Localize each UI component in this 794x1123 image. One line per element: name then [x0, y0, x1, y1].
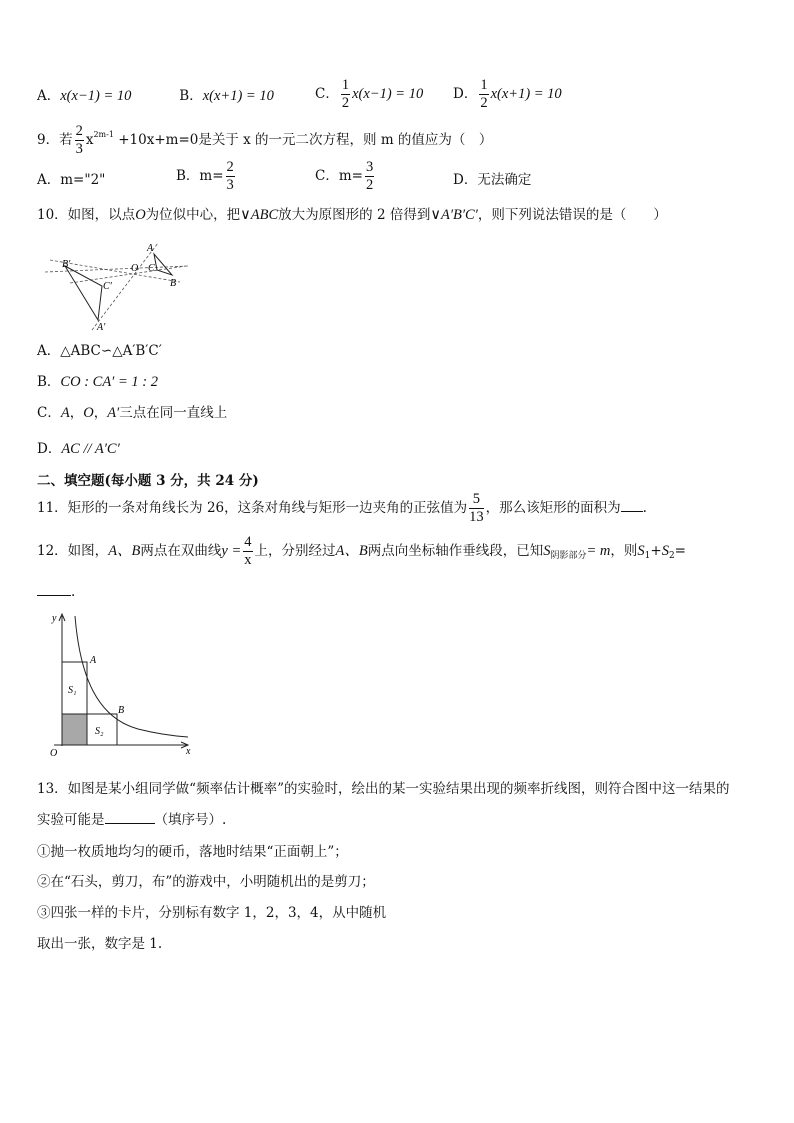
question-prefix: 9．若 — [37, 132, 73, 149]
q10-option-d — [37, 441, 120, 458]
q10-option-a — [37, 343, 162, 359]
option-label: B． — [179, 88, 203, 104]
question-text: . — [71, 584, 76, 600]
triangle-label: ∨A′B′C′ — [430, 207, 478, 223]
hyperbola-curve — [75, 616, 188, 737]
answer-blank[interactable] — [37, 595, 71, 596]
hyperbola-figure — [38, 608, 200, 758]
fraction — [75, 124, 84, 157]
question-text: . — [642, 500, 647, 517]
option-expression: x(x−1) = 10 — [352, 86, 424, 103]
label-b: B — [170, 278, 177, 289]
q8-option-a — [37, 88, 175, 105]
label-b-prime: B′ — [62, 259, 71, 270]
point-label: A — [60, 405, 70, 421]
variable: x — [85, 132, 94, 149]
area-symbol: S — [661, 543, 669, 560]
question-text: 放大为原图形的 2 倍得到 — [278, 207, 431, 223]
area-subscript: 2 — [668, 551, 675, 562]
q8-options — [37, 88, 319, 105]
label-y: y — [52, 613, 57, 624]
area-subscript: 阴影部分 — [550, 551, 587, 562]
question-text: 两点向坐标轴作垂线段，已知 — [367, 543, 544, 560]
option-label: C． — [315, 86, 339, 103]
q8-option-d — [453, 78, 562, 111]
label-s1: S₁ — [68, 685, 77, 696]
question-text: 10．如图，以点 — [37, 207, 136, 223]
q9-option-d — [453, 172, 531, 188]
similarity-figure — [40, 238, 200, 334]
equation-rhs: = m — [586, 543, 611, 560]
option-text: D．无法确定 — [453, 172, 532, 188]
q13-option-3-cont: 取出一张，数字是 1. — [37, 936, 163, 952]
question-text: （填序号）. — [154, 812, 227, 828]
fraction-numerator: 1 — [341, 78, 350, 95]
q13-line1: 13．如图是某小组同学做“频率估计概率”的实验时，绘出的某一实验结果出现的频率折线图，则符合图中这一结果的 — [37, 781, 730, 797]
fraction — [226, 160, 235, 193]
q9-stem — [37, 124, 492, 157]
q13-option-3: ③四张一样的卡片，分别标有数字 1，2，3，4，从中随机 — [37, 905, 387, 921]
label-b: B — [118, 705, 125, 716]
answer-blank[interactable] — [105, 823, 155, 824]
label-c-prime: C′ — [103, 281, 112, 292]
label-o: O — [50, 748, 58, 758]
point-label: A′ — [107, 405, 120, 421]
fraction — [243, 535, 252, 568]
label-s2: S₂ — [95, 726, 104, 737]
answer-blank[interactable] — [621, 511, 643, 512]
area-symbol: S — [637, 543, 645, 560]
fraction — [469, 492, 484, 525]
q11-stem — [37, 492, 647, 525]
option-expression: AC // A′C′ — [61, 441, 120, 457]
fraction-denominator: 2 — [480, 95, 488, 112]
question-text: 11．矩形的一条对角线长为 26，这条对角线与矩形一边夹角的正弦值为 — [37, 500, 468, 517]
label-a-prime: A′ — [97, 322, 106, 333]
option-label: D． — [453, 86, 478, 103]
fraction-denominator: 3 — [75, 141, 83, 158]
q10-option-c: C．A，O，A′三点在同一直线上 — [37, 405, 228, 421]
triangle-a1b1c1 — [65, 266, 102, 320]
exponent: 2m-1 — [93, 130, 114, 140]
triangle-abc — [154, 254, 172, 275]
q10-option-b — [37, 374, 158, 391]
option-label: C． — [37, 405, 61, 421]
q9-option-b — [176, 160, 237, 193]
q9-option-c — [315, 160, 376, 193]
fraction-denominator: 3 — [226, 177, 234, 194]
option-label: B． — [37, 374, 61, 390]
option-expression: x(x+1) = 10 — [490, 86, 562, 103]
plus-sign: + — [650, 543, 662, 560]
area-symbol: S — [543, 543, 551, 560]
q12-answer-line — [37, 584, 75, 600]
fraction — [341, 78, 350, 111]
question-text: ，则 — [610, 543, 638, 560]
fraction — [479, 78, 488, 111]
question-text: 上，分别经过 — [254, 543, 336, 560]
shaded-region — [62, 714, 87, 745]
fraction-numerator: 4 — [243, 535, 252, 552]
point-labels: A、B — [108, 543, 141, 560]
question-text: = — [674, 543, 686, 560]
label-x: x — [186, 746, 191, 757]
fraction-denominator: 2 — [365, 177, 374, 194]
equation-lhs: y = — [221, 543, 242, 560]
label-c: C — [148, 263, 155, 274]
q13-line2 — [37, 812, 226, 828]
q8-option-b — [179, 88, 319, 105]
label-a: A — [90, 655, 97, 666]
q10-stem — [37, 207, 667, 224]
fraction-numerator: 2 — [226, 160, 235, 177]
fraction-denominator: 13 — [469, 509, 484, 526]
point-label: O — [83, 405, 94, 421]
option-expression: x(x+1) = 10 — [202, 88, 274, 104]
area-subscript: 1 — [644, 551, 651, 562]
option-expression: CO : CA′ = 1 : 2 — [60, 374, 158, 390]
option-expression: x(x−1) = 10 — [60, 88, 132, 104]
option-label: C．m= — [315, 168, 363, 185]
fraction-numerator: 5 — [469, 492, 484, 509]
label-a: A — [147, 243, 154, 254]
q8-option-c — [315, 78, 423, 111]
option-label: B．m= — [176, 168, 224, 185]
question-text: 为位似中心，把 — [145, 207, 241, 223]
fraction-denominator: 2 — [341, 95, 350, 112]
point-labels: A、B — [335, 543, 368, 560]
fraction-numerator: 3 — [365, 160, 374, 177]
fraction — [365, 160, 374, 193]
question-text: +10x+m=0是关于 x 的一元二次方程，则 m 的值应为（ ） — [113, 132, 493, 149]
fraction-numerator: 2 — [75, 124, 84, 141]
option-label: D． — [37, 441, 62, 457]
label-o: O — [131, 263, 139, 274]
q13-option-1: ①抛一枚质地均匀的硬币，落地时结果“正面朝上”； — [37, 844, 348, 860]
fraction-denominator: x — [244, 552, 252, 569]
q12-stem — [37, 535, 686, 568]
option-label: A． — [37, 88, 61, 104]
question-text: ，则下列说法错误的是（ ） — [477, 207, 667, 223]
q9-option-a — [37, 172, 105, 188]
point-label: O — [135, 207, 146, 223]
option-text: A．△ABC∽△A′B′C′ — [37, 343, 162, 359]
question-text: 实验可能是 — [37, 812, 105, 828]
option-text: 三点在同一直线上 — [119, 405, 228, 421]
question-text: 两点在双曲线 — [140, 543, 222, 560]
option-text: A．m="2" — [37, 172, 106, 188]
section-title: 二、填空题(每小题 3 分，共 24 分) — [37, 473, 259, 489]
q13-option-2: ②在“石头，剪刀，布”的游戏中，小明随机出的是剪刀； — [37, 874, 375, 890]
fraction-numerator: 1 — [479, 78, 488, 95]
question-text: 12．如图， — [37, 543, 109, 560]
question-text: ，那么该矩形的面积为 — [485, 500, 621, 517]
triangle-label: ∨ABC — [240, 207, 279, 223]
